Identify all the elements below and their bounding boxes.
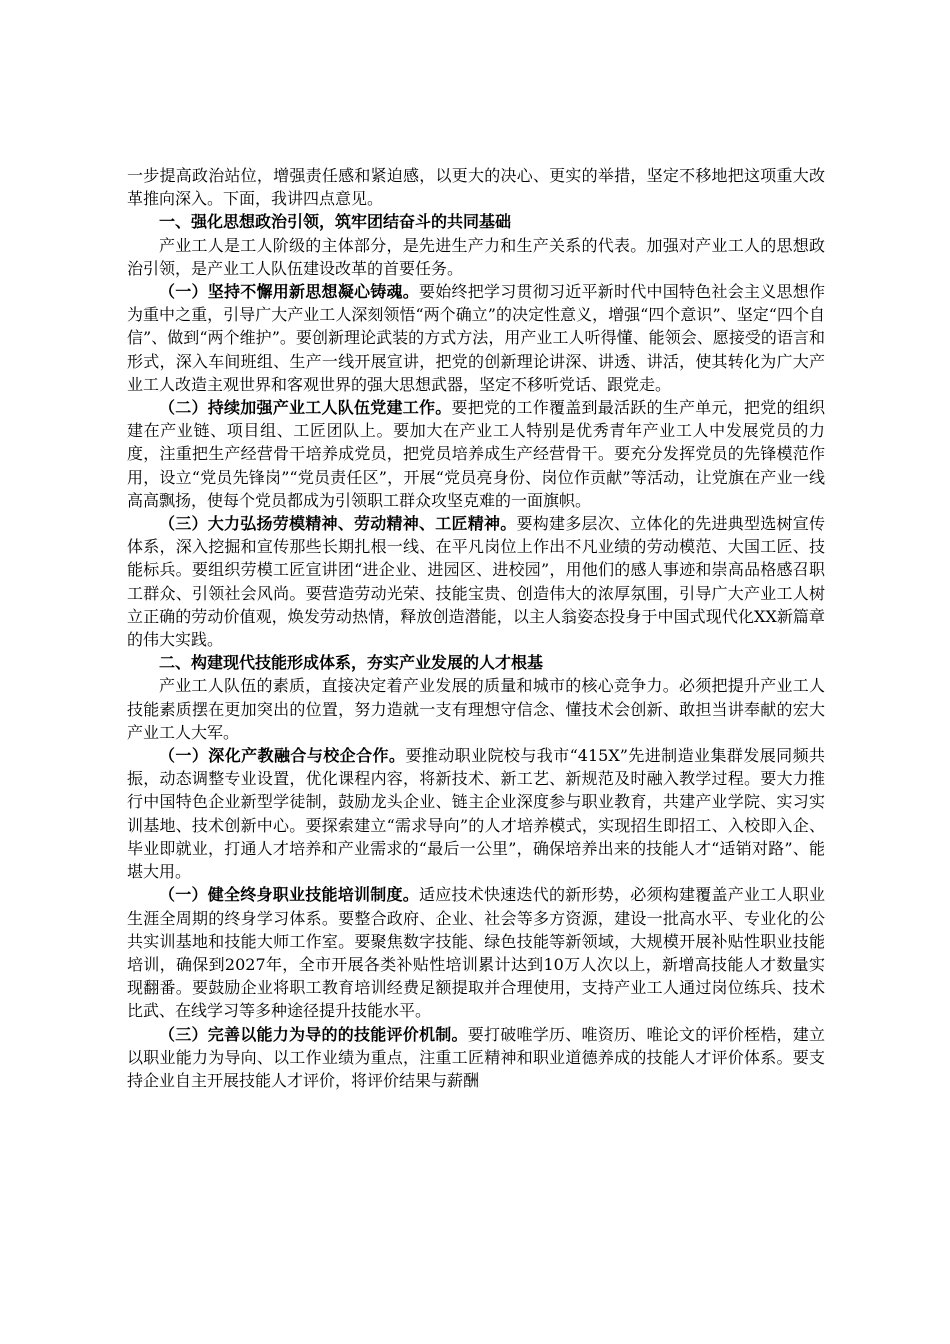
item-lead: （三）完善以能力为导的的技能评价机制。	[159, 1024, 468, 1044]
continuation-paragraph: 一步提高政治站位，增强责任感和紧迫感，以更大的决心、更实的举措，坚定不移地把这项重大改革推向深入。下面，我讲四点意见。	[127, 166, 825, 209]
item-body: 要始终把学习贯彻习近平新时代中国特色社会主义思想作为重中之重，引导广大产业工人深刻领悟“两个确立”的决定性意义，增强“四个意识”、坚定“四个自信”、做到“两个维护”。要创新理论武装的方式方法，用产业工人听得懂、能领会、愿接受的语言和形式，深入车间班组、生产一线开展宣讲，把党的创新理论讲深、讲透、讲活，使其转化为广大产业工人改造主观世界和客观世界的强大思想武器，坚定不移听党话、跟党走。	[127, 282, 825, 394]
item-lead: （二）持续加强产业工人队伍党建工作。	[159, 398, 452, 418]
item-body: 要构建多层次、立体化的先进典型选树宣传体系，深入挖掘和宣传那些长期扎根一线、在平凡岗位上作出不凡业绩的劳动模范、大国工匠、技能标兵。要组织劳模工匠宣讲团“进企业、进园区、进校园”，用他们的感人事迹和崇高品格感召职工群众、引领社会风尚。要营造劳动光荣、技能宝贵、创造伟大的浓厚氛围，引导广大产业工人树立正确的劳动价值观，焕发劳动热情，释放创造潜能，以主人翁姿态投身于中国式现代化XX新篇章的伟大实践。	[127, 514, 825, 650]
section-intro-2: 产业工人队伍的素质，直接决定着产业发展的质量和城市的核心竞争力。必须把提升产业工人技能素质摆在更加突出的位置，努力造就一支有理想守信念、懂技术会创新、敢担当讲奉献的宏大产业工人大军。	[127, 676, 825, 742]
item-body: 适应技术快速迭代的新形势，必须构建覆盖产业工人职业生涯全周期的终身学习体系。要整合政府、企业、社会等多方资源，建设一批高水平、专业化的公共实训基地和技能大师工作室。要聚焦数字技能、绿色技能等新领域，大规模开展补贴性职业技能培训，确保到2027年，全市开展各类补贴性培训累计达到10万人次以上，新增高技能人才数量实现翻番。要鼓励企业将职工教育培训经费足额提取并合理使用，支持产业工人通过岗位练兵、技术比武、在线学习等多种途径提升技能水平。	[127, 885, 825, 1021]
item-lead: （一）深化产教融合与校企合作。	[159, 746, 406, 766]
item-2-3	[127, 1023, 825, 1093]
section-heading-1: 一、强化思想政治引领，筑牢团结奋斗的共同基础	[159, 212, 512, 232]
item-lead: （三）大力弘扬劳模精神、劳动精神、工匠精神。	[159, 514, 517, 534]
item-2-1	[127, 744, 825, 883]
item-lead: （一）健全终身职业技能培训制度。	[159, 885, 419, 905]
item-body: 要把党的工作覆盖到最活跃的生产单元，把党的组织建在产业链、项目组、工匠团队上。要加大在产业工人特别是优秀青年产业工人中发展党员的力度，注重把生产经营骨干培养成党员，把党员培养成生产经营骨干。要充分发挥党员的先锋模范作用，设立“党员先锋岗”“党员责任区”，开展“党员亮身份、岗位作贡献”等活动，让党旗在产业一线高高飘扬，使每个党员都成为引领职工群众攻坚克难的一面旗帜。	[127, 398, 825, 510]
item-body: 要打破唯学历、唯资历、唯论文的评价桎梏，建立以职业能力为导向、以工作业绩为重点，注重工匠精神和职业道德养成的技能人才评价体系。要支持企业自主开展技能人才评价，将评价结果与薪酬	[127, 1024, 825, 1090]
item-1-1	[127, 280, 825, 396]
item-1-2	[127, 396, 825, 512]
section-intro-1: 产业工人是工人阶级的主体部分，是先进生产力和生产关系的代表。加强对产业工人的思想政治引领，是产业工人队伍建设改革的首要任务。	[127, 235, 825, 278]
document-page	[127, 164, 825, 1092]
item-2-2	[127, 883, 825, 1022]
section-heading-2: 二、构建现代技能形成体系，夯实产业发展的人才根基	[159, 653, 544, 673]
item-body: 要推动职业院校与我市“415X”先进制造业集群发展同频共振，动态调整专业设置，优化课程内容，将新技术、新工艺、新规范及时融入教学过程。要大力推行中国特色企业新型学徒制，鼓励龙头企业、链主企业深度参与职业教育，共建产业学院、实习实训基地、技术创新中心。要探索建立“需求导向”的人才培养模式，实现招生即招工、入校即入企、毕业即就业，打通人才培养和产业需求的“最后一公里”，确保培养出来的技能人才“适销对路”、能堪大用。	[127, 746, 825, 882]
item-1-3	[127, 512, 825, 651]
item-lead: （一）坚持不懈用新思想凝心铸魂。	[159, 282, 419, 302]
